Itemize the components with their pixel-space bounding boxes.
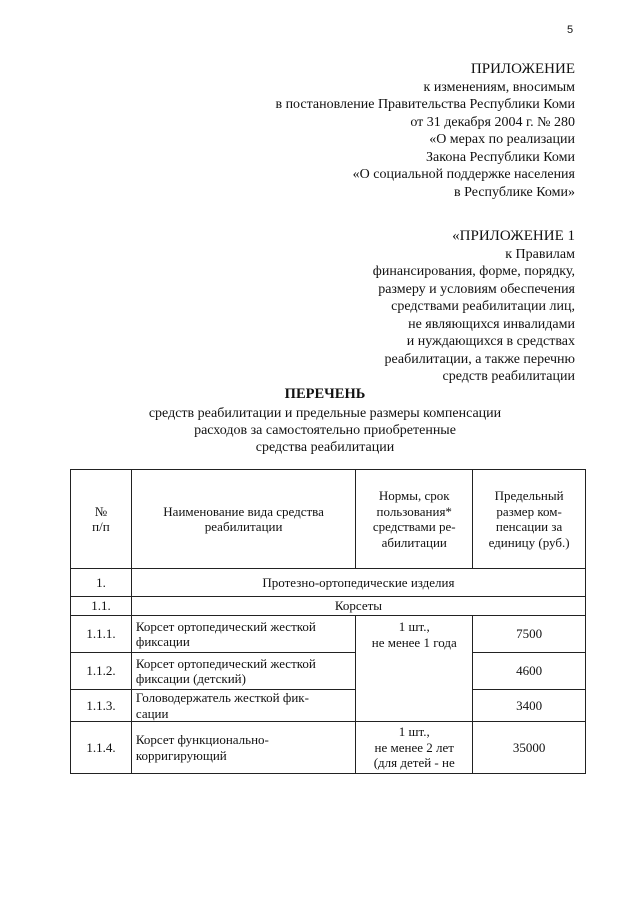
row-price: 3400 [473,690,586,722]
appendix-header [275,61,575,201]
list-heading [80,386,570,456]
section-num: 1. [71,569,132,597]
row-name [131,722,355,774]
header-num-line: № [94,503,108,519]
appendix-line: к изменениям, вносимым [423,79,575,95]
row-name-line: Корсет функционально- [135,732,269,747]
header-name-line: Наименование вида средства [163,503,324,519]
appendix1-line: размеру и условиям обеспечения [378,281,575,297]
row-name [131,653,355,690]
header-price-line: пенсации за [495,519,563,534]
row-price: 35000 [473,722,586,774]
list-title: ПЕРЕЧЕНЬ [284,386,366,402]
list-subtitle-line: расходов за самостоятельно приобретенные [194,423,456,438]
header-price-line: Предельный [494,488,564,503]
table-row [71,722,586,774]
row-norm-line: не менее 2 лет [374,739,454,755]
header-name [131,470,355,569]
appendix1-line: к Правилам [505,246,575,262]
row-num: 1.1.3. [71,690,132,722]
appendix-line: Закона Республики Коми [426,149,575,165]
appendix-title: ПРИЛОЖЕНИЕ [470,61,575,77]
appendix1-line: средств реабилитации [442,369,575,384]
row-num: 1.1.2. [71,653,132,690]
header-norm-line: средствами ре- [372,519,456,534]
subsection-row [71,597,586,616]
row-name [131,690,355,722]
subsection-num: 1.1. [71,597,132,616]
appendix-line: от 31 декабря 2004 г. № 280 [410,114,575,130]
header-price [473,470,586,569]
table-row [71,616,586,653]
appendix-line: в Республике Коми» [454,184,575,200]
appendix1-header [373,228,575,386]
header-norm [356,470,473,569]
row-name-line: Корсет ортопедический жесткой [135,618,316,634]
table-row [71,653,586,690]
row-name [131,616,355,653]
header-norm-line: пользования* [376,503,452,519]
header-norm-line: Нормы, срок [378,488,450,503]
row-name-line: фиксации (детский) [135,671,246,686]
header-price-line: единицу (руб.) [488,534,570,550]
appendix1-line: финансирования, форме, порядку, [372,264,575,279]
row-norm-line: 1 шт., [398,619,430,634]
table-row [71,690,586,722]
row-num: 1.1.4. [71,722,132,774]
row-norm-line: 1 шт., [398,724,430,740]
page-number: 5 [567,24,574,36]
appendix1-line: реабилитации, а также перечню [384,351,575,367]
list-subtitle-line: средств реабилитации и предельные размеры компенсации [148,406,502,421]
header-num [71,470,132,569]
header-name-line: реабилитации [204,519,283,534]
row-name-line: корригирующий [135,747,227,763]
appendix-line: «О социальной поддержке населения [352,167,575,182]
row-norm [356,616,473,722]
appendix-line: в постановление Правительства Республики Коми [275,97,575,112]
row-norm-line: не менее 1 года [371,634,457,650]
appendix1-title: «ПРИЛОЖЕНИЕ 1 [452,228,575,244]
header-norm-line: абилитации [381,534,447,550]
header-num-line: п/п [92,519,110,534]
row-name-line: фиксации [135,634,190,649]
row-price: 4600 [473,653,586,690]
row-name-line: Головодержатель жесткой фик- [135,690,309,705]
appendix1-line: не являющихся инвалидами [408,316,575,332]
appendix1-line: и нуждающихся в средствах [406,334,575,349]
row-norm-line: (для детей - не [373,755,455,771]
header-price-line: размер ком- [496,503,562,519]
subsection-label: Корсеты [131,597,585,616]
appendix-line: «О мерах по реализации [429,132,575,147]
row-name-line: Корсет ортопедический жесткой [135,655,316,671]
row-name-line: сации [135,705,169,721]
row-price: 7500 [473,616,586,653]
rehab-means-table [70,469,586,774]
section-label: Протезно-ортопедические изделия [131,569,585,597]
table-header-row [71,470,586,569]
section-row [71,569,586,597]
list-subtitle-line: средства реабилитации [255,440,395,455]
row-num: 1.1.1. [71,616,132,653]
appendix1-line: средствами реабилитации лиц, [391,299,575,314]
row-norm [356,722,473,774]
